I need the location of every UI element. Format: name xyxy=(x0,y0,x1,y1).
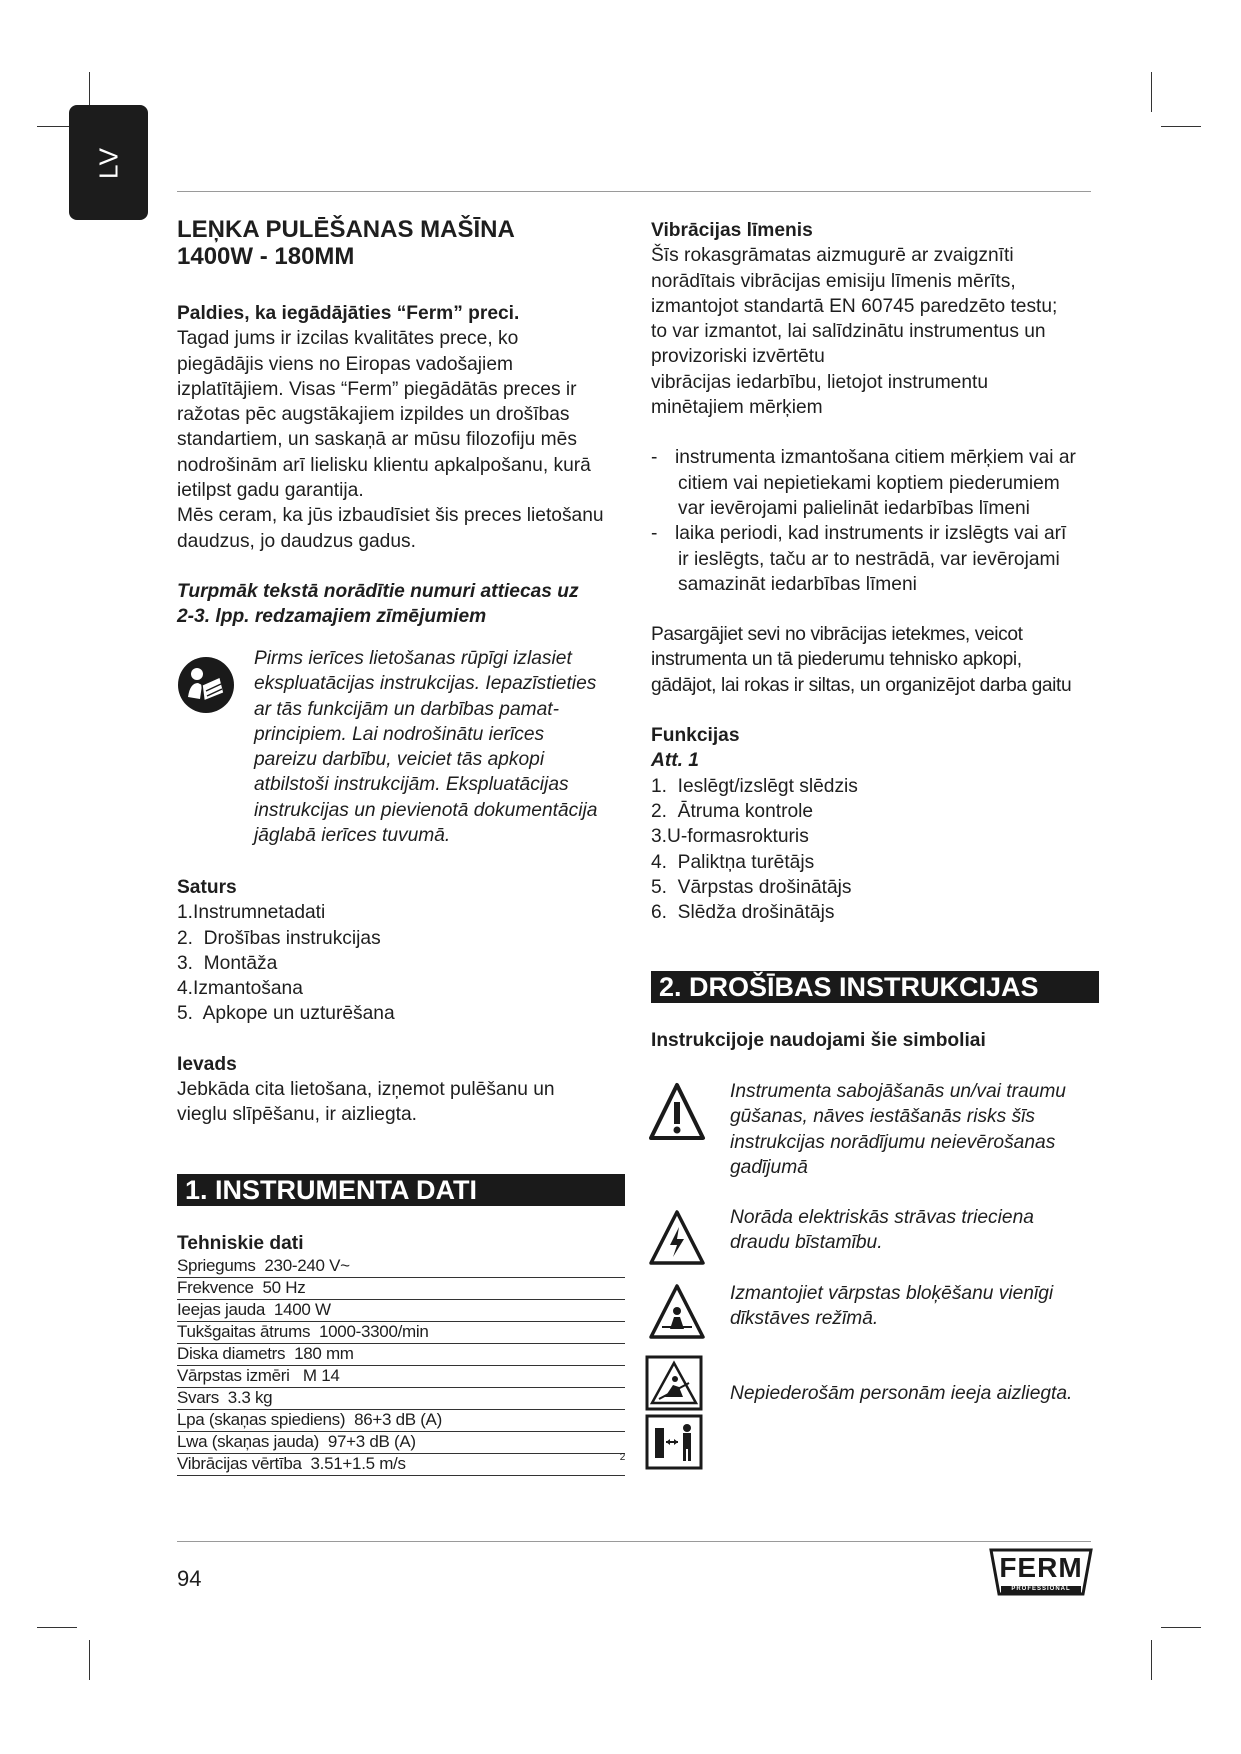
text-line: standartiem, un saskaņā ar mūsu filozofiju mēs xyxy=(177,429,577,451)
keep-distance-icon xyxy=(645,1414,703,1470)
text-line: izplatītājiem. Visas “Ferm” piegādātās preces ir xyxy=(177,378,577,400)
text-line: daudzus, jo daudzus gadus. xyxy=(177,530,416,552)
text-line: to var izmantot, lai salīdzinātu instrumentus un xyxy=(651,321,1046,343)
text-line: Šīs rokasgrāmatas aizmugurē ar zvaigznīti xyxy=(651,245,1014,267)
function-item: 5. Vārpstas drošinātājs xyxy=(651,876,852,898)
vibration-heading: Vibrācijas līmenis xyxy=(651,220,813,241)
text-line: minētajiem mērķiem xyxy=(651,397,823,419)
read-manual-icon xyxy=(176,655,236,715)
symbol-4-text xyxy=(730,1381,1110,1406)
text-line: var ievērojami palielināt iedarbības līmeni xyxy=(678,497,1030,519)
intro-paragraph xyxy=(177,326,625,554)
no-entry-person-icon xyxy=(645,1355,703,1411)
table-row: Tukšgaitas ātrums 1000-3300/min xyxy=(177,1322,625,1344)
crop-mark xyxy=(37,1627,77,1628)
bottom-rule xyxy=(177,1541,1091,1542)
product-title: LEŅKA PULĒŠANAS MAŠĪNA xyxy=(177,216,515,243)
bullet-item: - instrumenta izmantošana citiem mērķiem vai ar xyxy=(651,445,1101,470)
text-line: principiem. Lai nodrošinātu ierīces xyxy=(254,723,545,745)
symbol-3-text xyxy=(730,1281,1110,1332)
right-column xyxy=(651,218,1101,925)
table-row: Vārpstas izmēri M 14 xyxy=(177,1366,625,1388)
text-line: piegādājis viens no Eiropas vadošajiem xyxy=(177,353,513,375)
text-line: Mēs ceram, ka jūs izbaudīsiet šis preces lietošanu xyxy=(177,505,604,527)
contents-item: 2. Drošības instrukcijas xyxy=(177,927,381,949)
text-line: ar tās funkcijām un darbības pamat- xyxy=(254,698,560,720)
section-1-heading: 1. INSTRUMENTA DATI xyxy=(177,1174,625,1206)
text-line: izmantojot standartā EN 60745 paredzēto testu; xyxy=(651,295,1058,317)
text-line: citiem vai nepietiekami koptiem piederumiem xyxy=(678,472,1060,494)
text-line: Instrumenta sabojāšanās un/vai traumu xyxy=(730,1081,1066,1102)
text-line: jāglabā ierīces tuvumā. xyxy=(254,825,451,847)
text-line: pareizu darbību, veiciet tās apkopi xyxy=(254,749,545,771)
table-row: Lwa (skaņas jauda) 97+3 dB (A) xyxy=(177,1432,625,1454)
manual-instructions xyxy=(254,646,634,848)
tech-heading: Tehniskie dati xyxy=(177,1233,304,1254)
contents-item: 3. Montāža xyxy=(177,952,278,974)
function-item: 2. Ātruma kontrole xyxy=(651,800,814,822)
text-line: Norāda elektriskās strāvas trieciena xyxy=(730,1207,1034,1228)
functions-heading: Funkcijas xyxy=(651,725,740,747)
product-subtitle: 1400W - 180MM xyxy=(177,243,355,270)
superscript: 2 xyxy=(619,1452,625,1463)
text-line: atbilstoši instrukcijām. Ekspluatācijas xyxy=(254,774,569,796)
table-row: Ieejas jauda 1400 W xyxy=(177,1300,625,1322)
function-item: 4. Paliktņa turētājs xyxy=(651,851,815,873)
figure-note: 2-3. lpp. redzamajiem zīmējumiem xyxy=(177,606,487,628)
language-tab-label: LV xyxy=(93,146,123,179)
table-row xyxy=(177,1454,625,1476)
text-line: instrukcijas norādījumu neievērošanas xyxy=(730,1131,1056,1153)
text-line: ražotas pēc augstākajiem izpildes un drošības xyxy=(177,404,570,426)
text-line: ekspluatācijas instrukcijas. Iepazīstieties xyxy=(254,673,597,695)
table-row: Diska diametrs 180 mm xyxy=(177,1344,625,1366)
table-row: Frekvence 50 Hz xyxy=(177,1278,625,1300)
text-line: norādītais vibrācijas emisiju līmenis mērīts, xyxy=(651,270,1016,292)
logo-subtext: PROFESSIONAL xyxy=(1011,1586,1071,1592)
crop-mark xyxy=(1151,1640,1152,1680)
logo-text: FERM xyxy=(999,1552,1083,1583)
symbols-heading-block xyxy=(651,1028,1101,1053)
contents-item: 4.Izmantošana xyxy=(177,978,303,1000)
text-line: Nepiederošām personām ieeja aizliegta. xyxy=(730,1383,1073,1404)
text-line: dīkstāves režīmā. xyxy=(730,1308,879,1330)
text-line: provizoriski izvērtētu xyxy=(651,346,825,368)
section-2-heading: 2. DROŠĪBAS INSTRUKCIJAS xyxy=(651,971,1099,1003)
page-number: 94 xyxy=(177,1566,202,1591)
tech-table xyxy=(177,1256,625,1476)
text-line: Pirms ierīces lietošanas rūpīgi izlasiet xyxy=(254,648,572,669)
spindle-lock-icon xyxy=(648,1283,706,1341)
protect-paragraph xyxy=(651,622,1101,698)
crop-mark xyxy=(89,1640,90,1680)
text-line: Jebkāda cita lietošana, izņemot pulēšanu un xyxy=(177,1079,555,1101)
symbol-2-text xyxy=(730,1205,1110,1256)
text-line: samazināt iedarbības līmeni xyxy=(678,573,917,595)
text-line: instrukcijas un pievienotā dokumentācija xyxy=(254,799,598,821)
text-line: vibrācijas iedarbību, lietojot instrumentu xyxy=(651,371,989,393)
text-line: ietilpst gadu garantija. xyxy=(177,480,364,502)
crop-mark xyxy=(1161,126,1201,127)
text-line: gūšanas, nāves iestāšanās risks šīs xyxy=(730,1106,1036,1128)
tech-data-block xyxy=(177,1231,625,1256)
bullet-item: - laika periodi, kad instruments ir izslēgts vai arī xyxy=(651,521,1101,546)
text-line: instrumenta un tā piederumu tehnisko apkopi, xyxy=(651,649,1022,671)
text-line: gādājot, lai rokas ir siltas, un organizējot darba gaitu xyxy=(651,674,1072,696)
text-line: vieglu slīpēšanu, ir aizliegta. xyxy=(177,1104,417,1126)
text-line: draudu bīstamību. xyxy=(730,1232,883,1254)
text-line: ir ieslēgts, taču ar to nestrādā, var ievērojami xyxy=(678,548,1060,570)
contents-item: 5. Apkope un uzturēšana xyxy=(177,1003,395,1025)
text-line: nodrošinām arī lielisku klientu apkalpošanu, kurā xyxy=(177,454,591,476)
top-rule xyxy=(177,191,1091,192)
intro-heading: Ievads xyxy=(177,1053,237,1075)
function-item: 3.U-formasrokturis xyxy=(651,826,809,848)
function-item: 6. Slēdža drošinātājs xyxy=(651,902,835,924)
contents-block xyxy=(177,875,625,1128)
left-column xyxy=(177,216,625,630)
language-tab xyxy=(69,105,148,220)
crop-mark xyxy=(1161,1627,1201,1628)
table-row: Lpa (skaņas spiediens) 86+3 dB (A) xyxy=(177,1410,625,1432)
figure-reference: Att. 1 xyxy=(651,750,699,772)
table-row: Spriegums 230-240 V~ xyxy=(177,1256,625,1278)
thanks-heading: Paldies, ka iegādājāties “Ferm” preci. xyxy=(177,303,520,324)
text-line: Izmantojiet vārpstas bloķēšanu vienīgi xyxy=(730,1283,1054,1304)
table-row: Svars 3.3 kg xyxy=(177,1388,625,1410)
ferm-logo xyxy=(987,1548,1095,1598)
contents-heading: Saturs xyxy=(177,877,237,898)
crop-mark xyxy=(1151,72,1152,112)
text-line: Pasargājiet sevi no vibrācijas ietekmes, veicot xyxy=(651,624,1023,646)
contents-item: 1.Instrumnetadati xyxy=(177,902,326,924)
electric-shock-icon xyxy=(648,1209,706,1267)
function-item: 1. Ieslēgt/izslēgt slēdzis xyxy=(651,775,858,797)
symbol-1-text xyxy=(730,1079,1110,1180)
figure-note: Turpmāk tekstā norādītie numuri attiecas uz xyxy=(177,580,579,602)
warning-icon xyxy=(648,1082,706,1142)
text-line: gadījumā xyxy=(730,1156,808,1178)
text-line: Tagad jums ir izcilas kvalitātes prece, ko xyxy=(177,328,519,350)
table-cell: Vibrācijas vērtība 3.51+1.5 m/s xyxy=(177,1454,406,1473)
symbols-heading: Instrukcijoje naudojami šie simboliai xyxy=(651,1030,986,1051)
